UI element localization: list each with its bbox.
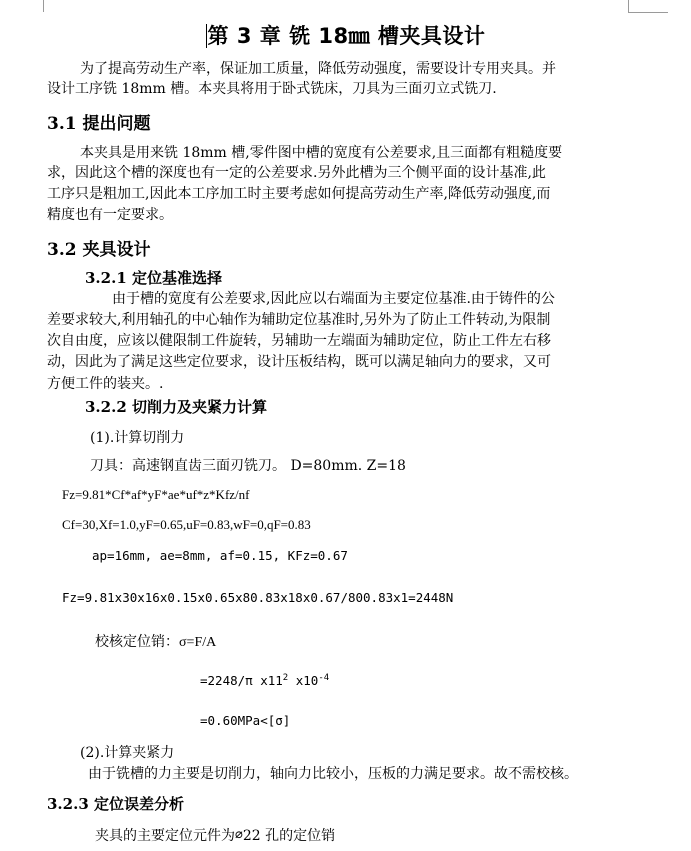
section-3-2-2-heading: 3.2.2 切削力及夹紧力计算 <box>85 398 267 416</box>
formula-cutting-force: Fz=9.81*Cf*af*yF*ae*uf*z*Kfz/nf <box>62 487 250 502</box>
stress-result: =0.60MPa<[σ] <box>200 713 291 728</box>
page-corner-mark-left <box>43 0 45 12</box>
section-3-2-1-line-5: 方便工件的装夹。. <box>47 376 164 392</box>
section-3-2-1-line-1: 由于槽的宽度有公差要求,因此应以右端面为主要定位基准.由于铸件的公 <box>112 291 555 307</box>
section-3-2-heading: 3.2 夹具设计 <box>47 240 151 260</box>
formula-parameters: ap=16mm, ae=8mm, af=0.15, KFz=0.67 <box>92 548 348 563</box>
item-2-text: 由于铣槽的力主要是切削力，轴向力比较小，压板的力满足要求。故不需校核。 <box>88 766 578 782</box>
check-pin-row <box>95 632 216 653</box>
section-3-2-1-line-4: 动，因此为了满足这些定位要求，设计压板结构，既可以满足轴向力的要求，又可 <box>47 354 551 370</box>
check-pin-formula: σ=F/A <box>179 635 217 650</box>
tool-description: 刀具：高速钢直齿三面刃铣刀。 D=80mm. Z=18 <box>90 458 406 474</box>
section-3-2-1-line-2: 差要求较大,利用轴孔的中心轴作为辅助定位基准时,另外为了防止工件转动,为限制 <box>47 312 551 328</box>
item-2-label: (2).计算夹紧力 <box>80 745 175 761</box>
page-corner-mark-right <box>628 0 630 12</box>
check-pin-label: 校核定位销： <box>95 634 179 650</box>
section-3-2-3-heading: 3.2.3 定位误差分析 <box>47 795 184 813</box>
formula-result: Fz=9.81x30x16x0.15x0.65x80.83x18x0.67/800.83x1=2448N <box>62 590 454 605</box>
text-cursor <box>206 24 207 48</box>
section-3-1-line-1: 本夹具是用来铣 18mm 槽,零件图中槽的宽度有公差要求,且三面都有粗糙度要 <box>80 145 563 161</box>
section-3-2-3-text: 夹具的主要定位元件为 <box>95 828 235 844</box>
stress-calc-mid: x10 <box>288 673 319 688</box>
stress-calculation <box>200 673 329 688</box>
section-3-1-line-3: 工序只是粗加工,因此本工序加工时主要考虑如何提高劳动生产率,降低劳动强度,而 <box>47 186 551 202</box>
section-3-2-1-heading: 3.2.1 定位基准选择 <box>85 269 222 287</box>
section-3-1-heading: 3.1 提出问题 <box>47 114 151 134</box>
section-3-2-3-line <box>95 825 335 846</box>
chapter-title[interactable] <box>0 20 691 50</box>
section-3-2-3-text-end: 22 孔的定位销 <box>242 828 336 844</box>
intro-line-1: 为了提高劳动生产率，保证加工质量，降低劳动强度，需要设计专用夹具。并 <box>80 61 556 77</box>
item-1-label: (1).计算切削力 <box>90 430 185 446</box>
intro-line-2: 设计工序铣 18mm 槽。本夹具将用于卧式铣床，刀具为三面刃立式铣刀. <box>47 81 497 97</box>
formula-coefficients: Cf=30,Xf=1.0,yF=0.65,uF=0.83,wF=0,qF=0.83 <box>62 517 311 532</box>
page-corner-mark-right-horizontal <box>628 12 668 14</box>
section-3-2-1-line-3: 次自由度，应该以健限制工件旋转，另辅助一左端面为辅助定位，防止工件左右移 <box>47 333 551 349</box>
chapter-title-text: 第 3 章 铣 18㎜ 槽夹具设计 <box>207 24 486 48</box>
diameter-icon: ⌀ <box>235 827 243 842</box>
stress-calc-exp-2: -4 <box>318 673 330 683</box>
section-3-1-line-2: 求，因此这个槽的深度也有一定的公差要求.另外此槽为三个侧平面的设计基准,此 <box>47 165 546 181</box>
section-3-1-line-4: 精度也有一定要求。 <box>47 207 173 223</box>
stress-calc-base: =2248/π x11 <box>200 673 283 688</box>
stress-calc-exp-1: 2 <box>282 673 289 683</box>
